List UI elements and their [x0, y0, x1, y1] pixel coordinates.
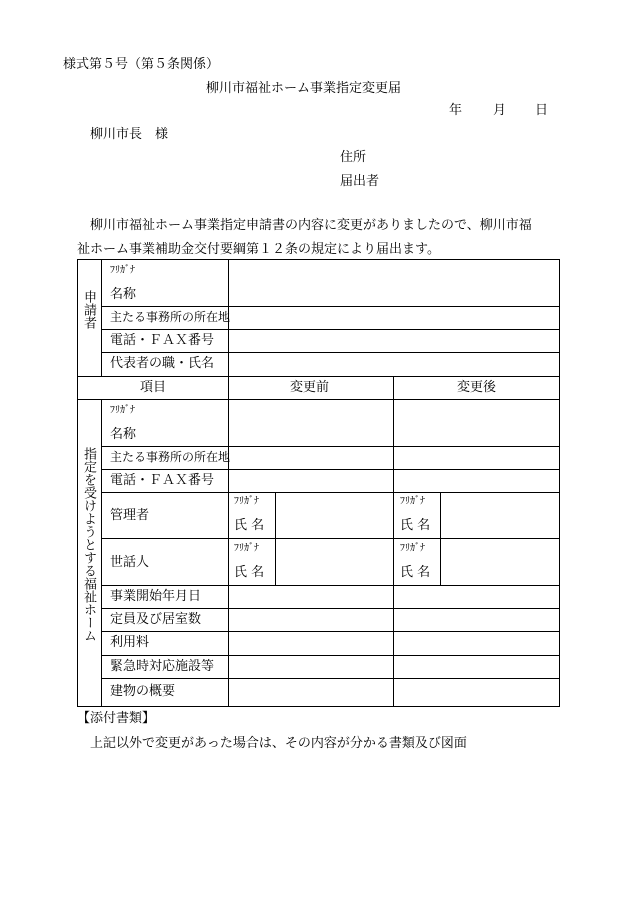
intro-line-2: 祉ホーム事業補助金交付要綱第１２条の規定により届出ます。 — [77, 242, 440, 257]
table-line — [101, 492, 560, 493]
table-line — [101, 585, 560, 586]
table-line — [101, 631, 560, 632]
manager-after-furigana: ﾌﾘｶﾞﾅ — [400, 496, 425, 507]
start-date-label: 事業開始年月日 — [110, 589, 202, 604]
home-furigana-label: ﾌﾘｶﾞﾅ — [110, 405, 135, 416]
table-line — [101, 678, 560, 679]
emergency-facility-label: 緊急時対応施設等 — [110, 659, 215, 674]
table-line — [101, 399, 102, 707]
table-line — [101, 306, 560, 307]
applicant-office-label: 主たる事務所の所在地 — [110, 310, 231, 324]
table-line — [440, 492, 441, 585]
applicant-phone-fax-label: 電話・ＦＡＸ番号 — [110, 333, 215, 348]
applicant-furigana-label: ﾌﾘｶﾞﾅ — [110, 265, 135, 276]
table-line — [77, 399, 560, 400]
applicant-name-label: 名称 — [110, 287, 137, 302]
table-line — [393, 376, 394, 707]
form-number: 様式第５号（第５条関係） — [63, 57, 220, 72]
home-section-label: 指定を受けようとする福祉ホーム — [81, 447, 96, 642]
table-line — [77, 706, 560, 707]
fee-label: 利用料 — [110, 635, 150, 650]
table-line — [77, 259, 560, 260]
capacity-label: 定員及び居室数 — [110, 612, 202, 627]
caretaker-before-name: 氏 名 — [234, 565, 265, 580]
manager-before-name: 氏 名 — [234, 518, 265, 533]
attachments-header: 【添付書類】 — [77, 711, 156, 726]
caretaker-before-furigana: ﾌﾘｶﾞﾅ — [234, 543, 259, 554]
caretaker-after-furigana: ﾌﾘｶﾞﾅ — [400, 543, 425, 554]
attachments-text: 上記以外で変更があった場合は、その内容が分かる書類及び図面 — [90, 736, 467, 751]
applicant-label: 届出者 — [340, 174, 380, 189]
table-line — [101, 329, 560, 330]
document-title: 柳川市福祉ホーム事業指定変更届 — [206, 81, 402, 96]
table-line — [101, 538, 560, 539]
column-header-after: 変更後 — [457, 380, 497, 395]
table-line — [101, 655, 560, 656]
column-header-item: 項目 — [140, 380, 167, 395]
table-line — [77, 259, 78, 707]
table-line — [101, 259, 102, 376]
date-month-label: 月 — [493, 103, 507, 118]
manager-before-furigana: ﾌﾘｶﾞﾅ — [234, 496, 259, 507]
table-line — [101, 608, 560, 609]
applicant-representative-label: 代表者の職・氏名 — [110, 356, 215, 371]
table-line — [101, 446, 560, 447]
applicant-section-label: 申請者 — [81, 290, 96, 329]
table-line — [101, 469, 560, 470]
date-day-label: 日 — [535, 103, 549, 118]
intro-line-1: 柳川市福祉ホーム事業指定申請書の内容に変更がありましたので、柳川市福 — [90, 218, 532, 233]
table-line — [275, 492, 276, 585]
manager-after-name: 氏 名 — [400, 518, 431, 533]
table-line — [77, 376, 560, 377]
table-line — [101, 352, 560, 353]
column-header-before: 変更前 — [290, 380, 330, 395]
table-line — [228, 376, 229, 707]
address-label: 住所 — [340, 150, 367, 165]
addressee: 柳川市長 様 — [90, 127, 169, 142]
caretaker-label: 世話人 — [110, 555, 150, 570]
home-phone-fax-label: 電話・ＦＡＸ番号 — [110, 473, 215, 488]
home-office-label: 主たる事務所の所在地 — [110, 450, 231, 464]
caretaker-after-name: 氏 名 — [400, 565, 431, 580]
manager-label: 管理者 — [110, 508, 150, 523]
building-summary-label: 建物の概要 — [110, 684, 176, 699]
date-year-label: 年 — [449, 103, 463, 118]
table-line — [559, 259, 560, 707]
home-name-label: 名称 — [110, 427, 137, 442]
